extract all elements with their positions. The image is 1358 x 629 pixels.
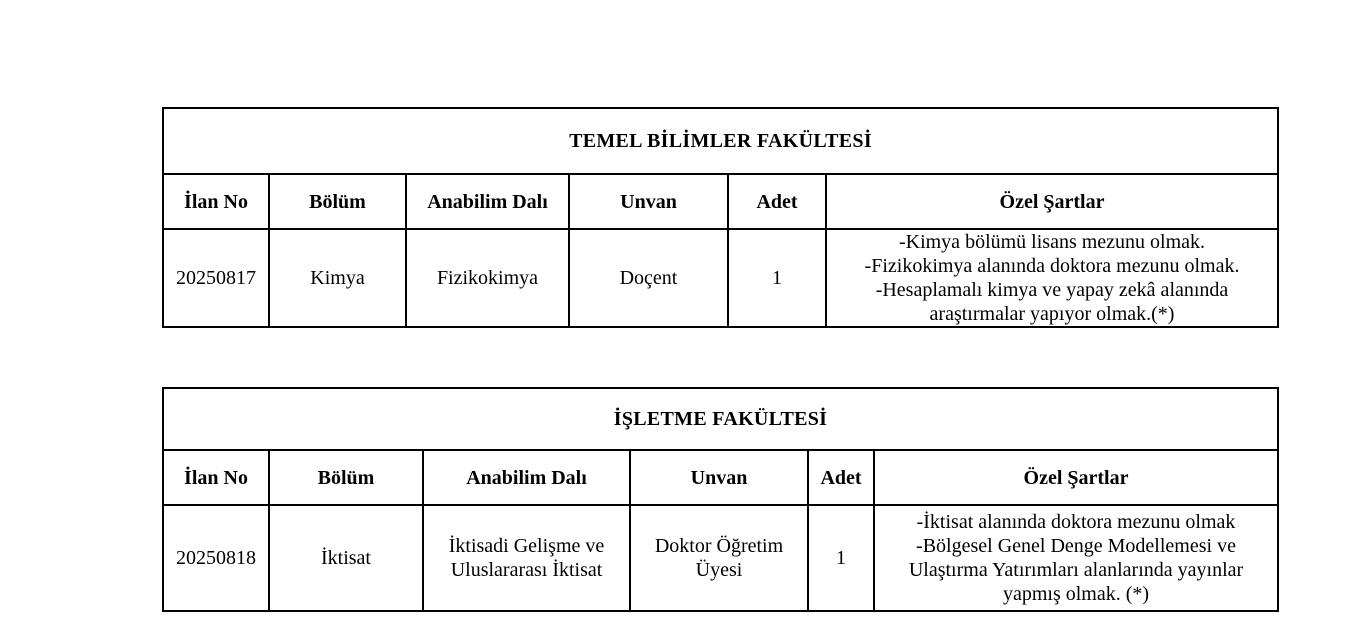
cell-bolum: Kimya	[269, 229, 406, 327]
column-header-ilan-no: İlan No	[163, 174, 269, 229]
cell-ilan-no: 20250818	[163, 505, 269, 611]
faculty-title: TEMEL BİLİMLER FAKÜLTESİ	[163, 108, 1278, 174]
column-header-bolum: Bölüm	[269, 174, 406, 229]
cell-adet: 1	[728, 229, 826, 327]
cell-ilan-no: 20250817	[163, 229, 269, 327]
cell-ozel-sartlar	[874, 505, 1278, 611]
faculty-title: İŞLETME FAKÜLTESİ	[163, 388, 1278, 450]
cell-anabilim-dali: Fizikokimya	[406, 229, 569, 327]
column-header-anabilim-dali: Anabilim Dalı	[406, 174, 569, 229]
column-header-ozel-sartlar: Özel Şartlar	[826, 174, 1278, 229]
table-title-row	[163, 108, 1278, 174]
cell-ozel-sartlar	[826, 229, 1278, 327]
cell-unvan: Doktor Öğretim Üyesi	[630, 505, 808, 611]
cell-adet: 1	[808, 505, 874, 611]
column-header-unvan: Unvan	[630, 450, 808, 505]
temel-bilimler-fakultesi-table	[162, 107, 1279, 328]
sart-line: -Hesaplamalı kimya ve yapay zekâ alanında araştırmalar yapıyor olmak.(*)	[875, 279, 1229, 325]
table-row	[163, 505, 1278, 611]
column-header-bolum: Bölüm	[269, 450, 423, 505]
cell-bolum: İktisat	[269, 505, 423, 611]
table-row	[163, 229, 1278, 327]
column-header-unvan: Unvan	[569, 174, 728, 229]
sart-line: -İktisat alanında doktora mezunu olmak	[916, 511, 1236, 533]
isletme-fakultesi-table	[162, 387, 1279, 612]
column-header-ilan-no: İlan No	[163, 450, 269, 505]
table-title-row	[163, 388, 1278, 450]
sart-line: -Bölgesel Genel Denge Modellemesi ve Ulaştırma Yatırımları alanlarında yayınlar yapmış olmak. (*)	[908, 535, 1244, 605]
column-header-anabilim-dali: Anabilim Dalı	[423, 450, 630, 505]
cell-anabilim-dali: İktisadi Gelişme ve Uluslararası İktisat	[423, 505, 630, 611]
column-header-ozel-sartlar: Özel Şartlar	[874, 450, 1278, 505]
column-header-adet: Adet	[728, 174, 826, 229]
sart-line: -Fizikokimya alanında doktora mezunu olmak.	[864, 255, 1240, 277]
sart-line: -Kimya bölümü lisans mezunu olmak.	[898, 231, 1206, 253]
table-header-row	[163, 450, 1278, 505]
table-header-row	[163, 174, 1278, 229]
cell-unvan: Doçent	[569, 229, 728, 327]
column-header-adet: Adet	[808, 450, 874, 505]
